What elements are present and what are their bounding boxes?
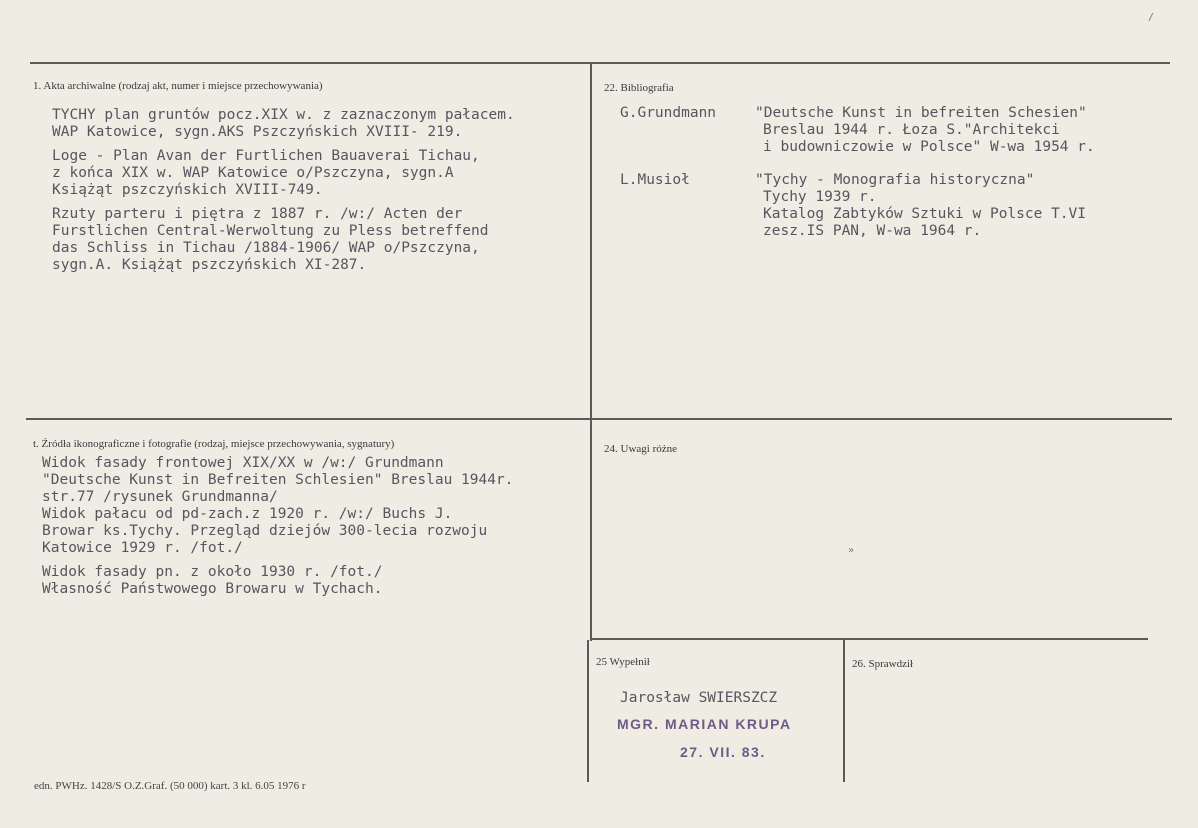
- bibliography-text: [755, 172, 1086, 240]
- text-line: Widok fasady pn. z około 1930 r. /fot./: [42, 564, 383, 580]
- bibliography-author: L.Musioł: [620, 172, 690, 188]
- filled-by-date: 27. VII. 83.: [680, 744, 766, 760]
- text-line: sygn.A. Książąt pszczyńskich XI-287.: [52, 257, 367, 273]
- text-line: Widok pałacu od pd-zach.z 1920 r. /w:/ Buchs J.: [42, 506, 453, 522]
- section-22-label: 22. Bibliografia: [604, 82, 674, 94]
- bibliography-entry: [620, 105, 716, 122]
- signature-divider: [843, 640, 845, 782]
- paragraph: [52, 107, 515, 141]
- middle-rule: [26, 418, 1172, 420]
- text-line: "Deutsche Kunst in Befreiten Schlesien" Breslau 1944r.: [42, 472, 514, 488]
- text-line: str.77 /rysunek Grundmanna/: [42, 489, 278, 505]
- lower-center-divider: [587, 640, 589, 782]
- text-line: zesz.IS PAN, W-wa 1964 r.: [763, 223, 982, 239]
- text-line: "Tychy - Monografia historyczna": [755, 172, 1035, 188]
- paragraph: [42, 455, 513, 557]
- bibliography-text: [755, 105, 1095, 156]
- filled-by-signature: MGR. MARIAN KRUPA: [617, 716, 792, 732]
- text-line: Breslau 1944 r. Łoza S."Architekci: [763, 122, 1060, 138]
- top-rule: [30, 62, 1170, 64]
- paragraph: [52, 148, 515, 199]
- print-footer: edn. PWHz. 1428/S O.Z.Graf. (50 000) kart. 3 kl. 6.05 1976 r: [34, 780, 306, 792]
- stray-mark: »: [848, 545, 855, 556]
- center-divider: [590, 63, 592, 641]
- text-line: i budowniczowie w Polsce" W-wa 1954 r.: [763, 139, 1095, 155]
- text-line: Książąt pszczyńskich XVIII-749.: [52, 182, 323, 198]
- section-1-content: [52, 107, 515, 274]
- section-23-label: t. Źródła ikonograficzne i fotografie (rodzaj, miejsce przechowywania, sygnatury): [33, 438, 395, 450]
- bibliography-author: G.Grundmann: [620, 105, 717, 121]
- paragraph: [42, 564, 513, 598]
- signature-rule: [592, 638, 1148, 640]
- text-line: TYCHY plan gruntów pocz.XIX w. z zaznaczonym pałacem.: [52, 107, 515, 123]
- paragraph: [52, 206, 515, 274]
- section-1-label: 1. Akta archiwalne (rodzaj akt, numer i miejsce przechowywania): [33, 80, 323, 92]
- text-line: z końca XIX w. WAP Katowice o/Pszczyna, sygn.A: [52, 165, 454, 181]
- text-line: Rzuty parteru i piętra z 1887 r. /w:/ Acten der: [52, 206, 463, 222]
- section-26-label: 26. Sprawdził: [852, 658, 914, 670]
- text-line: WAP Katowice, sygn.AKS Pszczyńskich XVIII- 219.: [52, 124, 463, 140]
- stray-mark: /: [1148, 12, 1155, 23]
- text-line: Katalog Zabtyków Sztuki w Polsce T.VI: [763, 206, 1087, 222]
- text-line: Własność Państwowego Browaru w Tychach.: [42, 581, 383, 597]
- text-line: das Schliss in Tichau /1884-1906/ WAP o/Pszczyna,: [52, 240, 480, 256]
- text-line: Browar ks.Tychy. Przegląd dziejów 300-lecia rozwoju: [42, 523, 488, 539]
- text-line: "Deutsche Kunst in befreiten Schesien": [755, 105, 1087, 121]
- filled-by-typed-name: Jarosław SWIERSZCZ: [620, 690, 778, 706]
- text-line: Katowice 1929 r. /fot./: [42, 540, 243, 556]
- section-24-label: 24. Uwagi różne: [604, 443, 678, 455]
- text-line: Tychy 1939 r.: [763, 189, 877, 205]
- text-line: Widok fasady frontowej XIX/XX w /w:/ Grundmann: [42, 455, 444, 471]
- section-23-content: [42, 455, 513, 598]
- bibliography-entry: [620, 172, 690, 189]
- section-25-label: 25 Wypełnił: [596, 656, 650, 668]
- text-line: Loge - Plan Avan der Furtlichen Bauaverai Tichau,: [52, 148, 480, 164]
- text-line: Furstlichen Central-Werwoltung zu Pless betreffend: [52, 223, 489, 239]
